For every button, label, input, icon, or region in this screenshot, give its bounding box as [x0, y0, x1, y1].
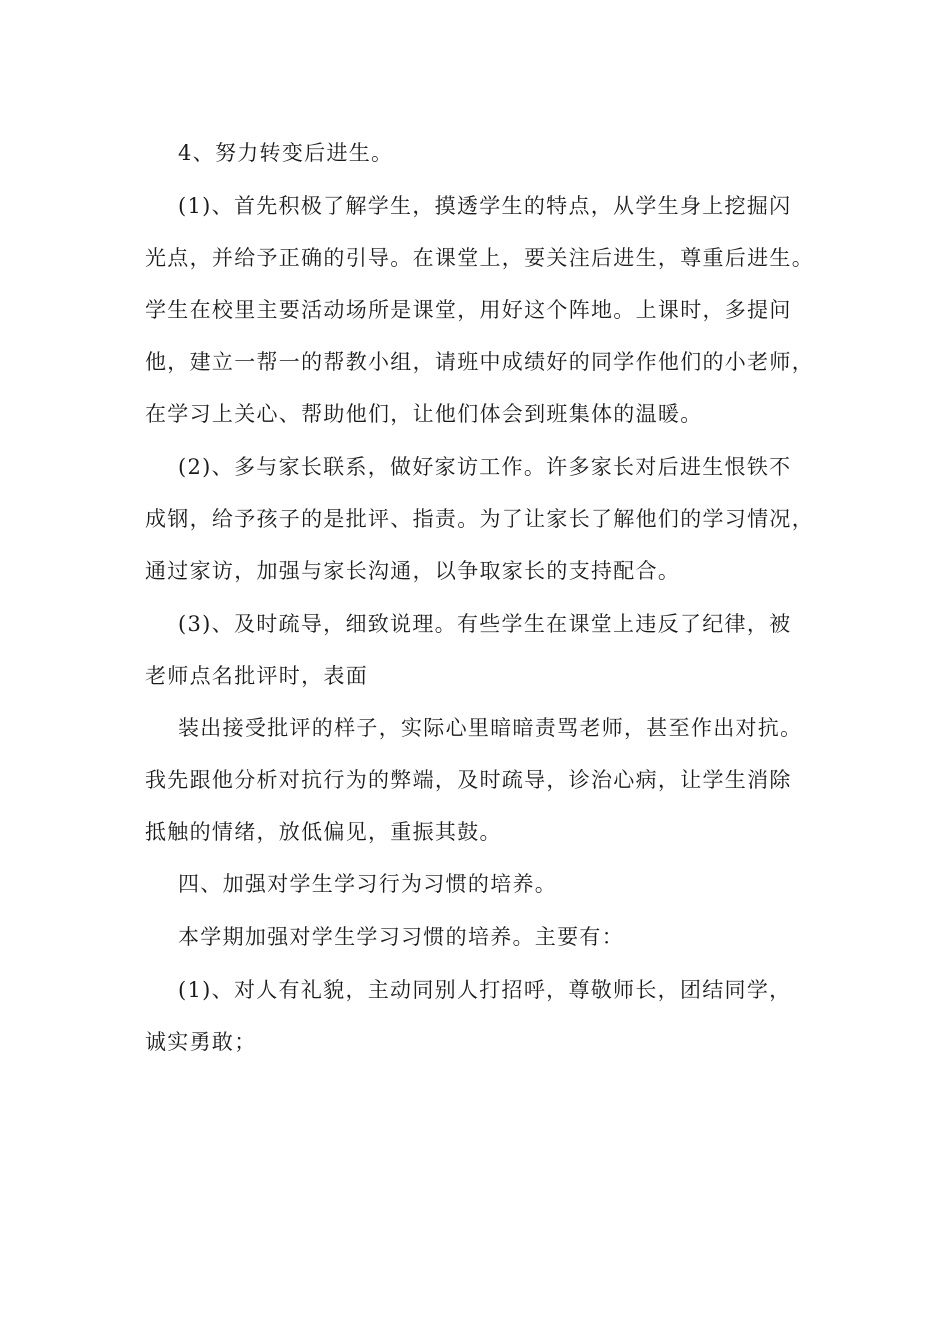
paragraph-line: (2)、多与家长联系，做好家访工作。许多家长对后进生恨铁不	[178, 455, 792, 479]
paragraph-line: 诚实勇敢；	[145, 1030, 257, 1054]
paragraph-line: 抵触的情绪，放低偏见，重振其鼓。	[145, 820, 502, 844]
paragraph-line: 成钢，给予孩子的是批评、指责。为了让家长了解他们的学习情况，	[145, 507, 814, 531]
section-heading-convert-students: 4、努力转变后进生。	[178, 141, 394, 165]
paragraph-line: (1)、对人有礼貌，主动同别人打招呼，尊敬师长，团结同学，	[178, 978, 792, 1002]
paragraph-line: 通过家访，加强与家长沟通，以争取家长的支持配合。	[145, 559, 681, 583]
paragraph-line: 在学习上关心、帮助他们，让他们体会到班集体的温暖。	[145, 402, 703, 426]
paragraph-line: (1)、首先积极了解学生，摸透学生的特点，从学生身上挖掘闪	[178, 194, 792, 218]
paragraph-line: 学生在校里主要活动场所是课堂，用好这个阵地。上课时，多提问	[145, 298, 792, 322]
paragraph-line: 老师点名批评时，表面	[145, 664, 368, 688]
paragraph-line: 本学期加强对学生学习习惯的培养。主要有：	[178, 925, 624, 949]
paragraph-line: 我先跟他分析对抗行为的弊端，及时疏导，诊治心病，让学生消除	[145, 768, 792, 792]
paragraph-line: (3)、及时疏导，细致说理。有些学生在课堂上违反了纪律，被	[178, 612, 792, 636]
paragraph-line: 他，建立一帮一的帮教小组，请班中成绩好的同学作他们的小老师，	[145, 350, 814, 374]
paragraph-line: 装出接受批评的样子，实际心里暗暗责骂老师，甚至作出对抗。	[178, 716, 803, 740]
section-heading-habits: 四、加强对学生学习行为习惯的培养。	[178, 872, 558, 896]
paragraph-line: 光点，并给予正确的引导。在课堂上，要关注后进生，尊重后进生。	[145, 246, 814, 270]
